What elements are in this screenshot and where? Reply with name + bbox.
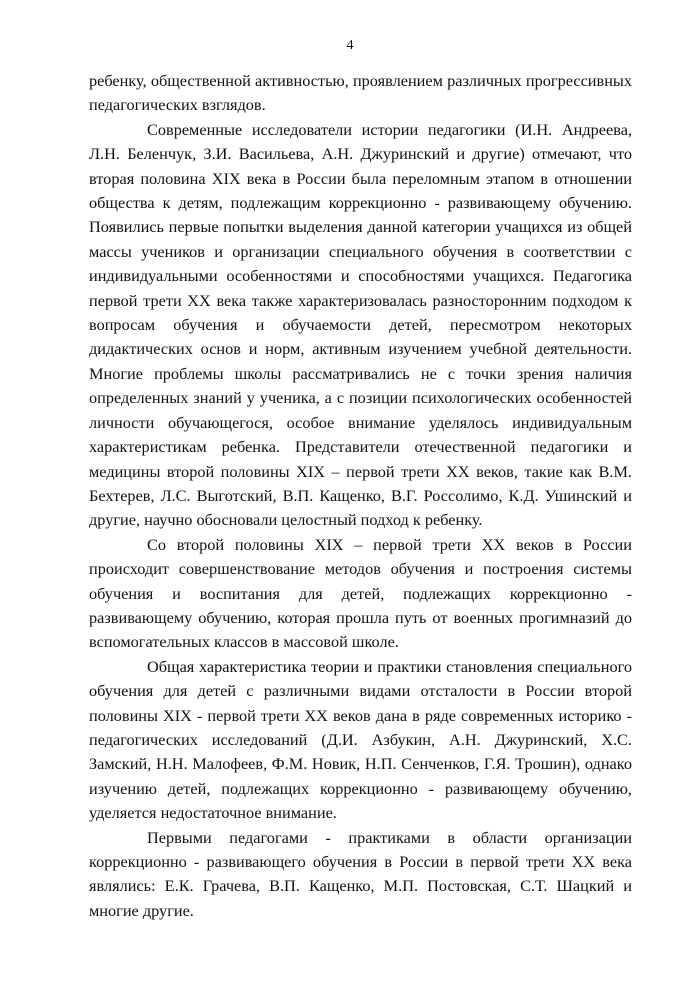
paragraph-characteristics: Общая характеристика теории и практики становления специального обучения для детей с различными видами отсталости в России второй половины XIX - первой трети XX веков дана в ряде современных историко - педагогических исследований (Д.И. Азбукин, А.Н. Джуринский, Х.С. Замский, Н.Н. Малофеев, Ф.М. Новик, Н.П. Сенченков, Г.Я. Трошин), однако изучению детей, подлежащих коррекционно - развивающему обучению, уделяется недостаточное внимание.	[89, 656, 632, 823]
paragraph-continuation: ребенку, общественной активностью, проявлением различных прогрессивных педагогических взглядов.	[89, 71, 632, 115]
paragraph-methods: Со второй половины XIX – первой трети XX веков в России происходит совершенствование методов обучения и построения системы обучения и воспитания для детей, подлежащих коррекционно - развивающему обучению, которая прошла путь от военных прогимназий до вспомогательных классов в массовой школе.	[89, 534, 632, 652]
paragraph-researchers: Современные исследователи истории педагогики (И.Н. Андреева, Л.Н. Беленчук, З.И. Васильева, А.Н. Джуринский и другие) отмечают, что вторая половина XIX века в России была переломным этапом в отношении общества к детям, подлежащим коррекционно - развивающему обучению. Появились первые попытки выделения данной категории учащихся из общей массы учеников и организации специального обучения в соответствии с индивидуальными особенностями и способностями учащихся. Педагогика первой трети XX века также характеризовалась разносторонним подходом к вопросам обучения и обучаемости детей, пересмотром некоторых дидактических основ и норм, активным изучением учебной деятельности. Многие проблемы школы рассматривались не с точки зрения наличия определенных знаний у ученика, а с позиции психологических особенностей личности обучающегося, особое внимание уделялось индивидуальным характеристикам ребенка. Представители отечественной педагогики и медицины второй половины XIX – первой трети XX веков, такие как В.М. Бехтерев, Л.С. Выготский, В.П. Кащенко, В.Г. Россолимо, К.Д. Ушинский и другие, научно обосновали целостный подход к ребенку.	[89, 119, 632, 530]
body-text	[89, 69, 632, 923]
paragraph-practitioners: Первыми педагогами - практиками в области организации коррекционно - развивающего обучения в России в первой трети XX века являлись: Е.К. Грачева, В.П. Кащенко, М.П. Постовская, С.Т. Шацкий и многие другие.	[89, 827, 632, 920]
page-number: 4	[346, 38, 354, 53]
